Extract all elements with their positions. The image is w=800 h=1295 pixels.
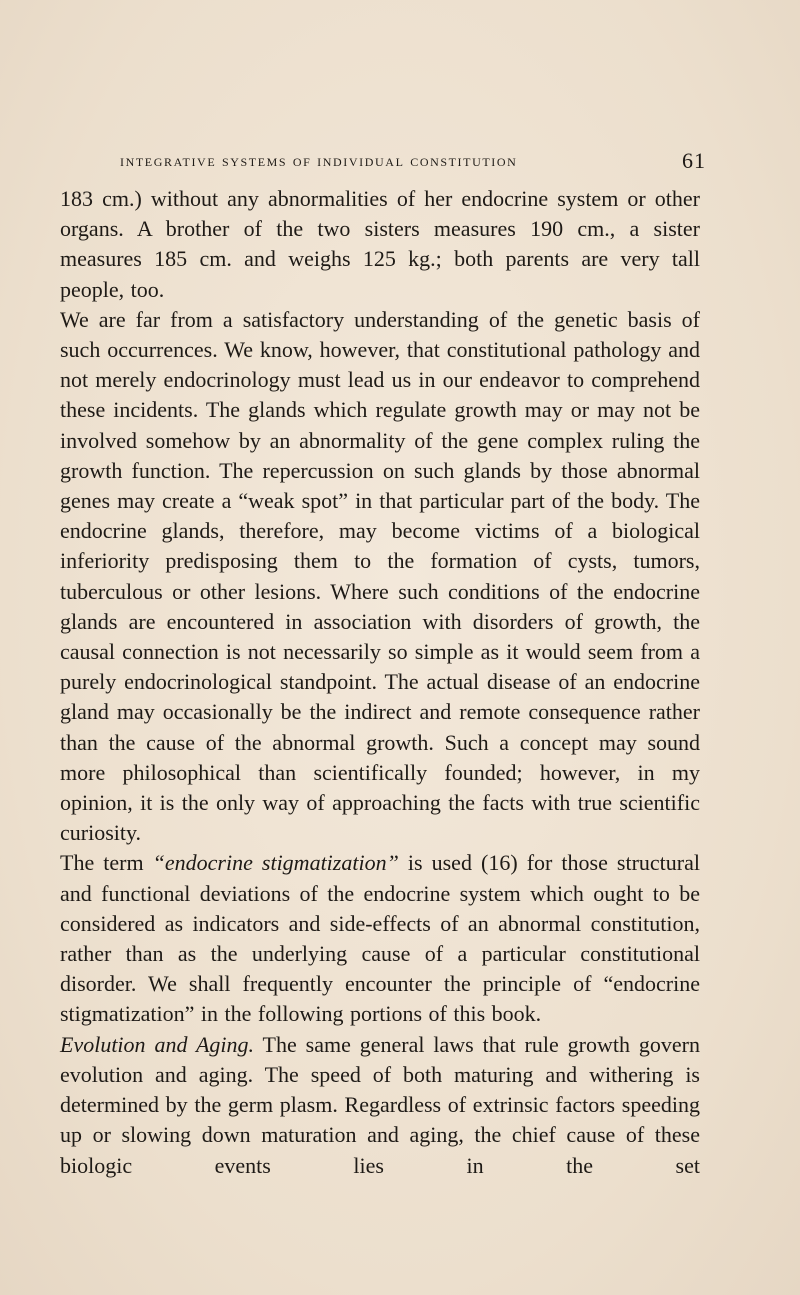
paragraph-text: 183 cm.) without any abnormalities of her endocrine system or other organs. A brother of the two sisters measures 190 cm., a sister measures 185 cm. and weighs 125 kg.; both parents are very tall people, too. xyxy=(60,186,700,302)
paragraph-endocrine-stigmatization xyxy=(60,848,700,1029)
paragraph-prefix: The term xyxy=(60,850,153,876)
paragraph-text: We are far from a satisfactory understanding of the genetic basis of such occurrences. We know, however, that constitutional pathology and not merely endocrinology must lead us in our endeavor to comprehend these incidents. The glands which regulate growth may or may not be involved somehow by an abnormality of the gene complex ruling the growth function. The repercussion on such glands by those abnormal genes may create a “weak spot” in that particular part of the body. The endocrine glands, therefore, may become victims of a biological inferiority predisposing them to the formation of cysts, tumors, tuberculous or other lesions. Where such conditions of the endocrine glands are encountered in association with disorders of growth, the causal connection is not necessarily so simple as it would seem from a purely endocrinological standpoint. The actual disease of an endocrine gland may occasionally be the indirect and remote consequence rather than the cause of the abnormal growth. Such a concept may sound more philosophical than scientifically founded; however, in my opinion, it is the only way of approaching the facts with true scientific curiosity. xyxy=(60,306,700,846)
paragraph-genetic-basis xyxy=(60,305,700,849)
body-text xyxy=(60,184,700,1181)
paragraph-text: is used (16) for those structural and functional deviations of the endocrine system which ought to be considered as indicators and side-effects of an abnormal constitution, rather than as the underlying cause of a particular constitutional disorder. We shall frequently encounter the principle of “endocrine stigmatization” in the following portions of this book. xyxy=(60,850,700,1027)
paragraph-text: The same general laws that rule growth govern evolution and aging. The speed of both maturing and withering is determined by the germ plasm. Regardless of extrinsic factors speeding up or slowing down maturation and aging, the chief cause of these biologic events lies in the set xyxy=(60,1031,700,1178)
paragraph-continuation xyxy=(60,184,700,305)
running-head xyxy=(60,148,706,175)
page-number: 61 xyxy=(682,148,706,173)
section-run-in-heading: Evolution and Aging. xyxy=(60,1031,255,1057)
paragraph-evolution-aging xyxy=(60,1030,700,1181)
italic-term: “endocrine stigmatization” xyxy=(152,850,399,876)
running-title: integrative systems of individual constitution xyxy=(120,151,518,170)
book-page xyxy=(60,0,706,1295)
